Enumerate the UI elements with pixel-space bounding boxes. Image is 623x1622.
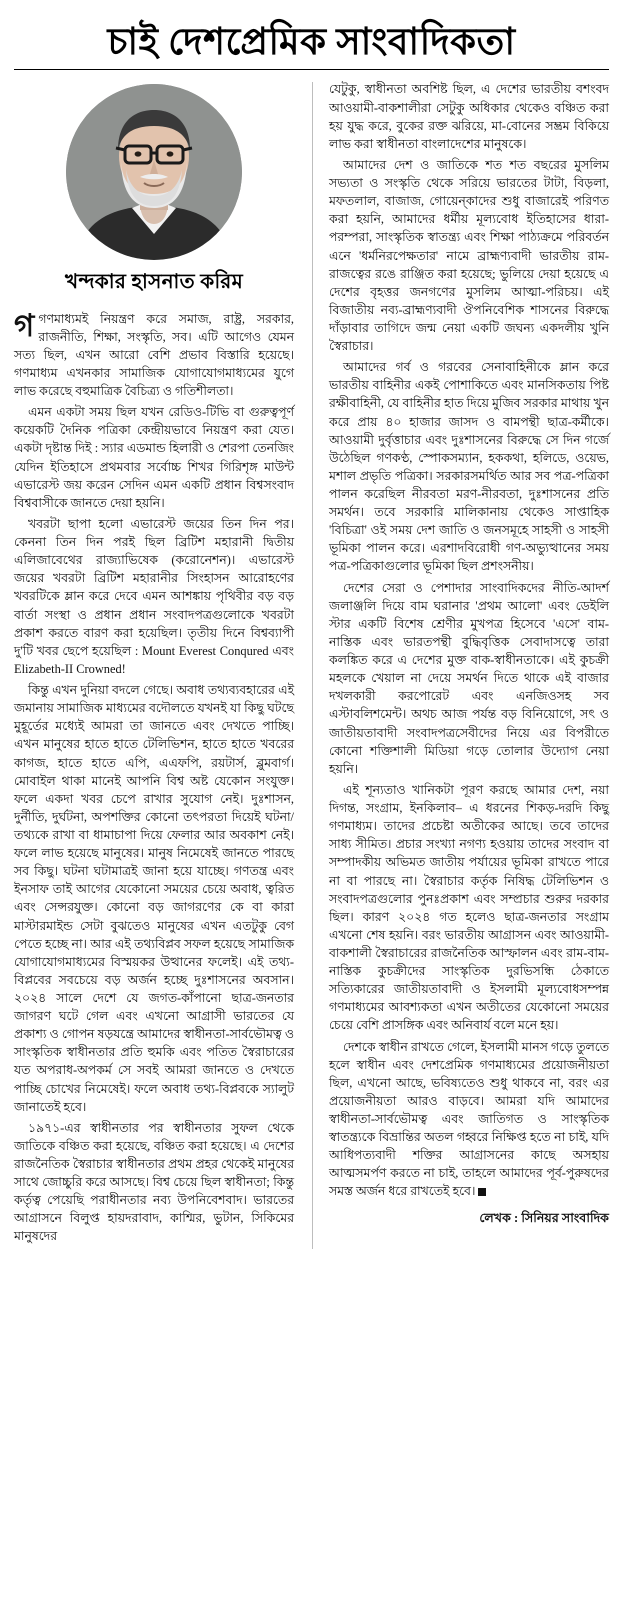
column-divider bbox=[312, 82, 313, 1248]
page-title: চাই দেশপ্রেমিক সাংবাদিকতা bbox=[107, 22, 516, 63]
article-paragraph: এমন একটা সময় ছিল যখন রেডিও-টিভি বা গুরুত্বপূর্ণ কয়েকটি দৈনিক পত্রিকা কেন্দ্রীয়ভাবে নিয়ন্ত্রণ করা যেত। একটা দৃষ্টান্ত দিই : স্যার এডমান্ড হিলারী ও শেরপা তেনজিং যেদিন ইতিহাসে প্রথমবার সর্বোচ্চ শিখর গিরিশৃঙ্গ মাউন্ট এভারেস্ট জয় করেন সেদিন এমন একটি প্রধান বিশ্বসংবাদ বিশ্ববাসীকে জানতে দেয়া হয়নি। bbox=[14, 405, 295, 510]
column-left bbox=[14, 80, 296, 1248]
article-paragraph: কিন্তু এখন দুনিয়া বদলে গেছে। অবাধ তথ্যব্যবহারের এই জমানায় সামাজিক মাধ্যমের বদৌলতে যখনই যা কিছু ঘটছে মুহূর্তের মধ্যেই আমরা তা জানতে এবং দেখতে পাচ্ছি। এখন মানুষের হাতে হাতে টেলিভিশন, হাতে হাতে খবরের কাগজ, হাতে হাতে এপি, এএফপি, রয়টার্স, ব্লুমবার্গ। মোবাইল থাকা মানেই আপনি বিশ্ব অষ্ট যেকোন সংযুক্ত। ফলে একদা খবর চেপে রাখার সুযোগ নেই। দুঃশাসন, দুর্নীতি, দুর্ঘটনা, অপশক্তির কোনো তৎপরতা দিয়েই ঘটনা/তথ্যকে রাখা বা ধামাচাপা দিয়ে ফেলার আর অবকাশ নেই। ফলে লাভ হয়েছে মানুষের। মানুষ নিমেষেই জানতে পারছে সব কিছু। ঘটনা ঘটামাত্রই জানা হয়ে যাচ্ছে। গণতন্ত্র এবং ইনসাফ তাই আগের যেকোনো সময়ের চেয়ে অবাধ, ত্বরিত এবং সেন্সরযুক্ত। কোনো বড় জাগরণের কে বা কারা মাস্টারমাইন্ড সেটা বুঝতেও মানুষের এখন এতটুকু বেগ পেতে হচ্ছে না। আর এই তথ্যবিপ্লব সফল হয়েছে সামাজিক যোগাযোগমাধ্যমের বিস্ময়কর উত্থানের ফলেই। এই তথ্য-বিপ্লবের সবচেয়ে বড় অর্জন হচ্ছে দুঃশাসনের অবসান। ২০২৪ সালে দেশে যে জগত-কাঁপানো ছাত্র-জনতার জাগরণ ঘটে গেল এবং এখনো আগ্রাসী ভারতের যে প্রকাশ্য ও গোপন ষড়যন্ত্রে আমাদের স্বাধীনতা-সার্বভৌমত্ব ও সাংস্কৃতিক স্বাধীনতার প্রতি হুমকি এবং পতিত স্বৈরাচারের যত অপরাধ-অপকর্ম সে সবই আমরা জানতে ও দেখতে পাচ্ছি চোখের নিমেষেই। ফলে অবাধ তথ্য-বিপ্লবকে স্যালুট জানাতেই হবে। bbox=[14, 683, 295, 1114]
article-columns bbox=[14, 80, 609, 1248]
article-paragraph: ১৯৭১-এর স্বাধীনতার পর স্বাধীনতার সুফল থেকে জাতিকে বঞ্চিত করা হয়েছে, বঞ্চিত করা হয়েছে। এ দেশের রাজনৈতিক স্বৈরাচার স্বাধীনতার প্রথম প্রহর থেকেই মানুষের সাথে জোচ্চুরি করে আসছে। বিশ্ব চেয়ে ছিল স্বাধীনতা; কিন্তু কর্তৃত্ব পেয়েছি পরাধীনতার নব্য উপনিবেশবাদ। ভারতের আগ্রাসনে বিলুপ্ত হায়দরাবাদ, কাশ্মির, ভুটান, সিকিমের মানুষদের bbox=[14, 1120, 295, 1244]
paragraph-text: দেশকে স্বাধীন রাখতে গেলে, ইসলামী মানস গড়ে তুলতে হলে স্বাধীন এবং দেশপ্রেমিক গণমাধ্যমের প্রয়োজনীয়তা ছিল, এখনো আছে, ভবিষ্যতেও শুধু থাকবে না, বরং এর প্রয়োজনীয়তা আরও বাড়বে। আমরা যদি আমাদের স্বাধীনতা-সার্বভৌমত্ব এবং জাতিগত ও সাংস্কৃতিক স্বাতন্ত্র্যকে বিভ্রান্তির অতল গহ্বরে নিক্ষিপ্ত হতে না চাই, যদি আধিপত্যবাদী শক্তির আগ্রাসনের কাছে অসহায় আত্মসমর্পণ করতে না চাই, তাহলে আমাদের পূর্ব-পুরুষদের সমস্ত অর্জন ধরে রাখতেই হবে। bbox=[328, 1039, 609, 1199]
drop-cap: গ bbox=[14, 307, 35, 343]
portrait-illustration bbox=[66, 84, 242, 260]
paragraph-text: গণমাধ্যমই নিয়ন্ত্রণ করে সমাজ, রাষ্ট্র, সরকার, রাজনীতি, শিক্ষা, সংস্কৃতি, সব। এটি আগেও যেমন সত্য ছিল, এখন আরো বেশি প্রভাব বিস্তারি হয়েছে। গণমাধ্যম এখনকার সামাজিক যোগাযোগমাধ্যমের যুগে লাভ করেছে বহুমাত্রিক বৈচিত্র্য ও গতিশীলতা। bbox=[14, 311, 295, 399]
article-paragraph: আমাদের গর্ব ও গরবের সেনাবাহিনীকে ম্লান করে ভারতীয় বাহিনীর একই পোশাকিতে এবং মানসিকতায় পিষ্ট রক্ষীবাহিনী, যে বাহিনীর হাত দিয়ে মুজিব সরকার মাথায় খুন করে প্রায় ৪০ হাজার জাসদ ও বামপন্থী ছাত্র-কর্মীকে। আওয়ামী দুর্বৃত্তাচার এবং দুঃশাসনের বিরুদ্ধে সে দিন গর্জে উঠেছিল গণকণ্ঠ, স্পোকসম্যান, হককথা, হলিডে, ওয়েভ, মশাল প্রভৃতি পত্রিকা। সরকারসমর্থিত আর সব পত্র-পত্রিকা পালন করেছিল নীরবতা মরণ-নীরবতা, দুঃশাসনের প্রতি সমর্থন। তবে সরকারি মালিকানায় থেকেও সাপ্তাহিক 'বিচিত্রা' ওই সময় দেশ জাতি ও জনসমূহে সাহসী ও সাহসী ভূমিকা পালন করে। এরশাদবিরোধী গণ-অভ্যুত্থানের সময় পত্র-পত্রিকাগুলোর ভূমিকা ছিল প্রশংসনীয়। bbox=[328, 360, 609, 574]
end-mark bbox=[478, 1188, 486, 1196]
article-paragraph bbox=[14, 307, 295, 401]
article-paragraph: যেটুকু, স্বাধীনতা অবশিষ্ট ছিল, এ দেশের ভারতীয় বশংবদ আওয়ামী-বাকশালীরা সেটুকু অধিকার থেকেও বঞ্চিত করা হয় যুদ্ধ করে, বুকের রক্ত ঝরিয়ে, মা-বোনের সম্ভ্রম বিকিয়ে লাভ করা স্বাধীনতা বাংলাদেশের মানুষকে। bbox=[328, 82, 609, 151]
article-paragraph: আমাদের দেশ ও জাতিকে শত শত বছরের মুসলিম সভ্যতা ও সংস্কৃতি থেকে সরিয়ে ভারতের টাটা, বিড়লা, মফতলাল, বাজাজ, গোয়েন্কাদের শুধু বাজারেই পরিণত করা হয়নি, আমাদের ধর্মীয় মূল্যবোধ ইতিহাসের ধারা-পরম্পরা, সাংস্কৃতিক স্বাতন্ত্র্য এবং শিক্ষা পাঠ্যক্রমে পরিবর্তন এনে 'ধর্মনিরপেক্ষতার' নামে ব্রাহ্মণ্যবাদী ভারতীয় রাম-রাজত্বের রঙে রাঞ্জিত করা হয়েছে; ভুলিয়ে দেয়া হয়েছে এ দেশের বৃহত্তর জনগণের মুসলিম আত্মা-পরিচয়। এই বিজাতীয় নব্য-ব্রাহ্মণ্যবাদী ঔপনিবেশিক শাসনের বিরুদ্ধে দাঁড়াবার তাগিদে জন্ম নেয়া একটি জঘন্য একদলীয় খুনি স্বৈরাচার। bbox=[328, 157, 609, 354]
author-portrait bbox=[66, 84, 242, 260]
headline-divider bbox=[14, 69, 609, 70]
article-paragraph: খবরটা ছাপা হলো এভারেস্ট জয়ের তিন দিন পর। কেননা তিন দিন পরই ছিল ব্রিটিশ মহারানী দ্বিতীয় এলিজাবেথের রাজ্যাভিষেক (করোনেশন)। এভারেস্ট জয়ের খবরটা ব্রিটিশ মহারানীর সিংহাসন আরোহণের খবরটিকে ম্লান করে দেবে এমন আশঙ্কায় পৃথিবীর বড় বড় বার্তা সংস্থা ও প্রধান প্রধান সংবাদপত্রগুলোকে খবরটা প্রকাশ করতে বারণ করা হয়েছিল। তৃতীয় দিনে বিশ্বব্যাপী দু'টি খবর ছেপে হয়েছিল : Mount Everest Conqured এবং Elizabeth-II Crowned! bbox=[14, 517, 295, 676]
article-paragraph: এই শূন্যতাও খানিকটা পূরণ করছে আমার দেশ, নয়া দিগন্ত, সংগ্রাম, ইনকিলাব– এ ধরনের শিকড়-দরদি কিছু গণমাধ্যম। তাদের প্রচেষ্টা অতীকের আছে। তবে তাদের সাধ্য সীমিত। প্রচার সংখ্যা নগণ্য হওয়ায় তাদের সংবাদ বা সম্পাদকীয় অভিমত জাতীয় পর্যায়ের ভূমিকা রাখতে পারে না বা পারছে না। স্বৈরাচার কর্তৃক নিষিদ্ধ টেলিভিশন ও সংবাদপত্রগুলোর পুনঃপ্রকাশ এবং সম্প্রচার শুরুর দরকার ছিল। কারণ ২০২৪ গত হলেও ছাত্র-জনতার সংগ্রাম এখনো শেষ হয়নি। বরং ভারতীয় আগ্রাসন এবং আওয়ামী-বাকশালী স্বৈরাচারের রাজনৈতিক আস্ফালন এবং রাম-বাম-নাস্তিক কুচক্রীদের সাংস্কৃতিক দুরভিসন্ধি ঠেকাতে সত্যিকারের জাতীয়তাবাদী ও ইসলামী মূল্যবোধসম্পন্ন গণমাধ্যমের আবশ্যকতা এখন অতীতের যেকোনো সময়ের চেয়ে বেশি প্রাসঙ্গিক এবং অনিবার্য বলে মনে হয়। bbox=[328, 782, 609, 1033]
article-paragraph: দেশের সেরা ও পেশাদার সাংবাদিকদের নীতি-আদর্শ জলাঞ্জলি দিয়ে বাম ঘরানার 'প্রথম আলো' এবং ডেইলি স্টার একটি বিশেষ শ্রেণীর মুখপত্র হিসেবে 'এসে' বাম-নাস্তিক এবং ভারতপন্থী বুদ্ধিবৃত্তিক সেবাদাসত্বে তারা কলঙ্কিত করে এ দেশের মুক্ত বাক-স্বাধীনতাকে। এই কুচক্রী মহলকে খেয়াল না দেয়ে সমর্থন দিতে থাকে এই বাজার দখলকারী করপোরেট এবং এনজিওসহ সব এস্টাবলিশমেন্ট। অথচ আজ পর্যন্ত বড় বিনিয়োগে, সৎ ও জাতীয়তাবাদী সংবাদপত্রসেবীদের নিয়ে এর বিপরীতে কোনো শক্তিশালী মিডিয়া গড়ে তোলার উদ্যোগ নেয়া হয়নি। bbox=[328, 580, 609, 776]
article-paragraph-last bbox=[329, 1038, 609, 1201]
author-block bbox=[14, 84, 294, 297]
byline: লেখক : সিনিয়র সাংবাদিক bbox=[479, 1210, 609, 1225]
author-name: খন্দকার হাসনাত করিম bbox=[65, 271, 243, 294]
column-right bbox=[329, 80, 609, 1227]
